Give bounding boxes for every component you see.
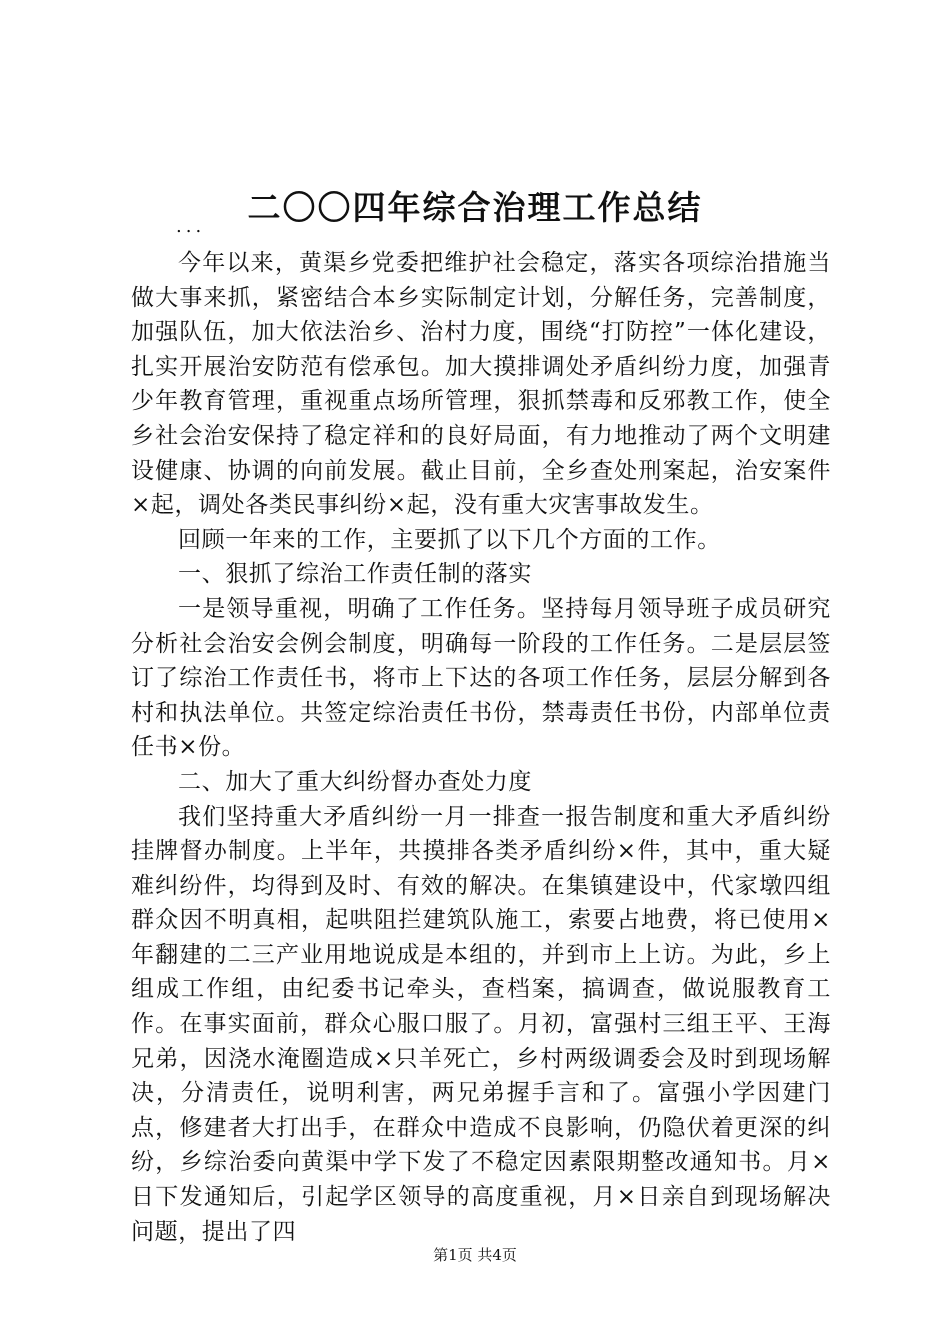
section-1-paragraph: 一是领导重视，明确了工作任务。坚持每月领导班子成员研究分析社会治安会例会制度，明确每一阶段的工作任务。二是层层签订了综治工作责任书，将市上下达的各项工作任务，层层分解到各村和执法单位。共签定综治责任书份，禁毒责任书份，内部单位责任书×份。	[131, 595, 831, 761]
document-body	[131, 246, 831, 1249]
section-2-paragraph: 我们坚持重大矛盾纠纷一月一排查一报告制度和重大矛盾纠纷挂牌督办制度。上半年，共摸排各类矛盾纠纷×件，其中，重大疑难纠纷件，均得到及时、有效的解决。在集镇建设中，代家墩四组群众因不明真相，起哄阻拦建筑队施工，索要占地费，将已使用×年翻建的二三产业用地说成是本组的，并到市上上访。为此，乡上组成工作组，由纪委书记牵头，查档案，搞调查，做说服教育工作。在事实面前，群众心服口服了。月初，富强村三组王平、王海兄弟，因浇水淹圈造成×只羊死亡，乡村两级调委会及时到现场解决，分清责任，说明利害，两兄弟握手言和了。富强小学因建门点，修建者大打出手，在群众中造成不良影响，仍隐伏着更深的纠纷，乡综治委向黄渠中学下发了不稳定因素限期整改通知书。月×日下发通知后，引起学区领导的高度重视，月×日亲自到现场解决问题，提出了四	[131, 803, 831, 1245]
page-number-footer: 第1页 共4页	[433, 1246, 517, 1264]
section-heading-2: 二、加大了重大纠纷督办查处力度	[178, 768, 532, 795]
document-title: 二〇〇四年综合治理工作总结	[247, 188, 703, 227]
intro-paragraph: 今年以来，黄渠乡党委把维护社会稳定，落实各项综治措施当做大事来抓，紧密结合本乡实际制定计划，分解任务，完善制度，加强队伍，加大依法治乡、治村力度，围绕“打防控”一体化建设，扎实开展治安防范有偿承包。加大摸排调处矛盾纠纷力度，加强青少年教育管理，重视重点场所管理，狠抓禁毒和反邪教工作，使全乡社会治安保持了稳定祥和的良好局面，有力地推动了两个文明建设健康、协调的向前发展。截止目前，全乡查处刑案起，治安案件×起，调处各类民事纠纷×起，没有重大灾害事故发生。	[131, 250, 831, 519]
ellipsis-marker: ...	[176, 216, 206, 237]
review-paragraph: 回顾一年来的工作，主要抓了以下几个方面的工作。	[178, 526, 721, 553]
section-heading-1: 一、狠抓了综治工作责任制的落实	[178, 561, 532, 588]
